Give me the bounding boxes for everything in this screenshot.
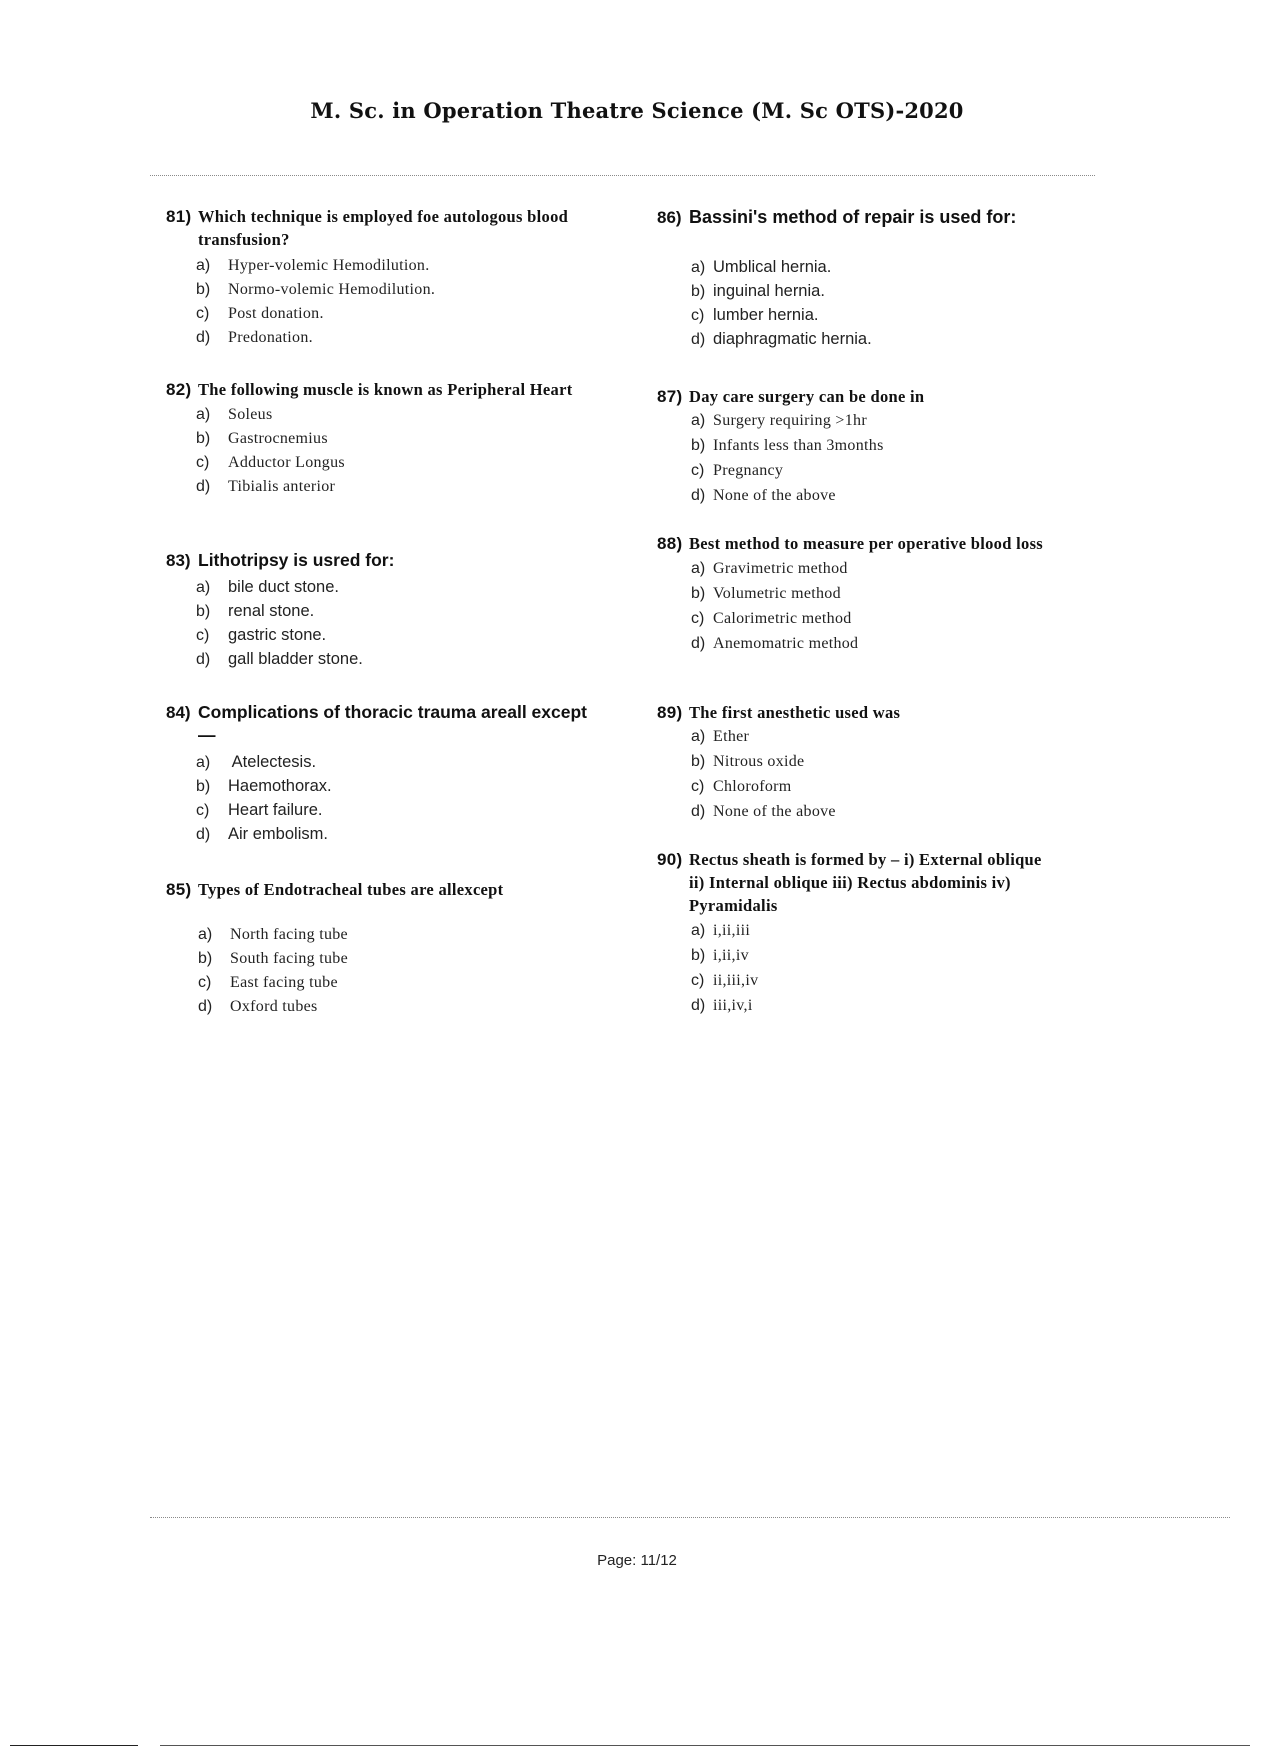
options-list bbox=[657, 255, 1097, 351]
option-c[interactable] bbox=[196, 798, 606, 822]
option-c[interactable] bbox=[196, 623, 606, 647]
option-c[interactable] bbox=[691, 775, 1097, 800]
option-text: Volumetric method bbox=[713, 585, 841, 602]
option-letter: a) bbox=[691, 412, 706, 429]
question-stem bbox=[657, 206, 1097, 229]
option-d[interactable] bbox=[691, 327, 1097, 351]
option-b[interactable] bbox=[691, 582, 1097, 607]
question-88 bbox=[657, 532, 1097, 656]
option-d[interactable] bbox=[196, 475, 606, 499]
scan-edge-line bbox=[160, 1745, 1250, 1746]
option-letter: b) bbox=[196, 778, 211, 795]
option-text: diaphragmatic hernia. bbox=[713, 330, 872, 348]
question-number: 90) bbox=[657, 850, 683, 869]
option-letter: c) bbox=[196, 454, 210, 471]
option-text: i,ii,iii bbox=[713, 922, 751, 939]
question-text: Rectus sheath is formed by – i) External oblique ii) Internal oblique iii) Rectus abdominis iv) Pyramidalis bbox=[689, 850, 1042, 915]
option-letter: d) bbox=[196, 478, 211, 495]
question-84 bbox=[166, 701, 606, 846]
question-81 bbox=[166, 205, 606, 350]
option-a[interactable] bbox=[691, 725, 1097, 750]
option-letter: b) bbox=[196, 603, 211, 620]
option-text: Anemomatric method bbox=[713, 635, 859, 652]
option-letter: a) bbox=[198, 926, 213, 943]
option-text: Ether bbox=[713, 728, 750, 745]
option-letter: b) bbox=[198, 950, 213, 967]
option-text: Soleus bbox=[228, 406, 273, 423]
option-letter: a) bbox=[691, 922, 706, 939]
header-divider bbox=[150, 175, 1095, 176]
question-stem bbox=[166, 701, 606, 747]
options-list bbox=[657, 725, 1097, 824]
option-letter: a) bbox=[196, 406, 211, 423]
option-c[interactable] bbox=[198, 971, 606, 995]
question-text: Lithotripsy is usred for: bbox=[198, 550, 395, 570]
question-number: 86) bbox=[657, 208, 682, 227]
option-text: Pregnancy bbox=[713, 462, 784, 479]
question-number: 87) bbox=[657, 387, 683, 406]
question-stem bbox=[166, 878, 606, 901]
option-text: Calorimetric method bbox=[713, 610, 852, 627]
option-a[interactable] bbox=[196, 403, 606, 427]
option-letter: a) bbox=[691, 560, 706, 577]
option-letter: c) bbox=[691, 972, 705, 989]
option-c[interactable] bbox=[196, 451, 606, 475]
question-85 bbox=[166, 878, 606, 1019]
option-text: North facing tube bbox=[230, 926, 348, 943]
option-a[interactable] bbox=[196, 254, 606, 278]
option-a[interactable] bbox=[198, 923, 606, 947]
option-letter: d) bbox=[691, 331, 706, 348]
options-list bbox=[166, 923, 606, 1019]
option-text: bile duct stone. bbox=[228, 578, 339, 596]
option-letter: a) bbox=[691, 259, 706, 276]
option-text: lumber hernia. bbox=[713, 306, 819, 324]
option-text: Haemothorax. bbox=[228, 777, 332, 795]
option-text: Tibialis anterior bbox=[228, 478, 336, 495]
question-90 bbox=[657, 848, 1097, 1018]
question-stem bbox=[657, 701, 1097, 724]
option-b[interactable] bbox=[691, 944, 1097, 969]
option-b[interactable] bbox=[196, 774, 606, 798]
option-letter: d) bbox=[198, 998, 213, 1015]
option-d[interactable] bbox=[691, 484, 1097, 508]
question-83 bbox=[166, 549, 606, 671]
options-list bbox=[657, 557, 1097, 656]
question-stem bbox=[657, 532, 1097, 555]
question-89 bbox=[657, 701, 1097, 824]
option-text: Atelectesis. bbox=[228, 753, 317, 771]
page-number: Page: 11/12 bbox=[597, 1552, 677, 1569]
question-82 bbox=[166, 378, 606, 499]
option-letter: d) bbox=[196, 651, 211, 668]
option-d[interactable] bbox=[196, 822, 606, 846]
question-number: 84) bbox=[166, 703, 191, 722]
option-text: Hyper-volemic Hemodilution. bbox=[228, 257, 430, 274]
question-text: The following muscle is known as Peripheral Heart bbox=[198, 380, 573, 399]
option-letter: c) bbox=[691, 610, 705, 627]
question-86 bbox=[657, 206, 1097, 351]
option-letter: b) bbox=[196, 281, 211, 298]
option-text: gall bladder stone. bbox=[228, 650, 363, 668]
option-text: Air embolism. bbox=[228, 825, 328, 843]
option-letter: b) bbox=[691, 947, 706, 964]
option-d[interactable] bbox=[196, 326, 606, 350]
option-text: gastric stone. bbox=[228, 626, 327, 644]
footer-divider bbox=[150, 1517, 1230, 1518]
option-text: East facing tube bbox=[230, 974, 338, 991]
option-text: Nitrous oxide bbox=[713, 753, 805, 770]
option-text: None of the above bbox=[713, 487, 836, 504]
option-letter: b) bbox=[691, 753, 706, 770]
option-d[interactable] bbox=[691, 632, 1097, 656]
question-text: Bassini's method of repair is used for: bbox=[689, 207, 1017, 227]
option-letter: c) bbox=[198, 974, 212, 991]
option-text: Post donation. bbox=[228, 305, 324, 322]
option-letter: c) bbox=[691, 462, 705, 479]
option-b[interactable] bbox=[691, 279, 1097, 303]
question-number: 89) bbox=[657, 703, 683, 722]
option-letter: d) bbox=[691, 635, 706, 652]
option-text: Surgery requiring >1hr bbox=[713, 412, 867, 429]
question-stem bbox=[166, 205, 606, 251]
option-a[interactable] bbox=[691, 255, 1097, 279]
option-a[interactable] bbox=[196, 750, 606, 774]
option-letter: d) bbox=[196, 826, 211, 843]
option-letter: d) bbox=[196, 329, 211, 346]
option-b[interactable] bbox=[196, 278, 606, 302]
option-text: Infants less than 3months bbox=[713, 437, 884, 454]
option-b[interactable] bbox=[196, 599, 606, 623]
option-c[interactable] bbox=[691, 969, 1097, 994]
option-text: Predonation. bbox=[228, 329, 313, 346]
option-a[interactable] bbox=[691, 919, 1097, 944]
option-b[interactable] bbox=[691, 750, 1097, 775]
option-letter: b) bbox=[691, 283, 706, 300]
question-number: 85) bbox=[166, 880, 192, 899]
option-c[interactable] bbox=[196, 302, 606, 326]
option-letter: a) bbox=[196, 257, 211, 274]
question-stem bbox=[166, 378, 606, 401]
options-list bbox=[166, 254, 606, 350]
option-text: Heart failure. bbox=[228, 801, 323, 819]
question-number: 81) bbox=[166, 207, 192, 226]
option-letter: c) bbox=[196, 802, 210, 819]
question-stem bbox=[657, 385, 1097, 408]
option-text: South facing tube bbox=[230, 950, 348, 967]
option-letter: a) bbox=[691, 728, 706, 745]
question-text: The first anesthetic used was bbox=[689, 703, 901, 722]
option-text: inguinal hernia. bbox=[713, 282, 825, 300]
option-letter: d) bbox=[691, 803, 706, 820]
options-list bbox=[166, 750, 606, 846]
option-text: Chloroform bbox=[713, 778, 792, 795]
option-letter: b) bbox=[691, 585, 706, 602]
option-c[interactable] bbox=[691, 459, 1097, 484]
option-letter: d) bbox=[691, 487, 706, 504]
option-letter: a) bbox=[196, 579, 211, 596]
option-letter: b) bbox=[196, 430, 211, 447]
option-d[interactable] bbox=[196, 647, 606, 671]
question-stem bbox=[657, 848, 1097, 917]
option-b[interactable] bbox=[198, 947, 606, 971]
options-list bbox=[657, 409, 1097, 508]
option-text: Adductor Longus bbox=[228, 454, 345, 471]
option-letter: c) bbox=[196, 305, 210, 322]
option-letter: a) bbox=[196, 754, 211, 771]
page-title: M. Sc. in Operation Theatre Science (M. Sc OTS)-2020 bbox=[310, 98, 964, 123]
scan-edge-line bbox=[10, 1745, 138, 1746]
option-text: iii,iv,i bbox=[713, 997, 753, 1014]
option-letter: c) bbox=[691, 778, 705, 795]
option-text: Normo-volemic Hemodilution. bbox=[228, 281, 436, 298]
option-b[interactable] bbox=[691, 434, 1097, 459]
option-letter: d) bbox=[691, 997, 706, 1014]
option-d[interactable] bbox=[691, 994, 1097, 1018]
option-text: Oxford tubes bbox=[230, 998, 318, 1015]
option-a[interactable] bbox=[691, 409, 1097, 434]
option-letter: c) bbox=[691, 307, 705, 324]
option-a[interactable] bbox=[196, 575, 606, 599]
option-c[interactable] bbox=[691, 303, 1097, 327]
option-text: ii,iii,iv bbox=[713, 972, 759, 989]
option-text: Gastrocnemius bbox=[228, 430, 328, 447]
question-number: 83) bbox=[166, 551, 191, 570]
options-list bbox=[166, 575, 606, 671]
option-text: None of the above bbox=[713, 803, 836, 820]
question-number: 82) bbox=[166, 380, 192, 399]
question-stem bbox=[166, 549, 606, 572]
option-c[interactable] bbox=[691, 607, 1097, 632]
question-text: Best method to measure per operative blood loss bbox=[689, 534, 1044, 553]
option-text: Umblical hernia. bbox=[713, 258, 832, 276]
option-letter: c) bbox=[196, 627, 210, 644]
option-text: Gravimetric method bbox=[713, 560, 848, 577]
option-letter: b) bbox=[691, 437, 706, 454]
question-text: Day care surgery can be done in bbox=[689, 387, 925, 406]
question-number: 88) bbox=[657, 534, 683, 553]
option-d[interactable] bbox=[198, 995, 606, 1019]
option-text: i,ii,iv bbox=[713, 947, 749, 964]
question-87 bbox=[657, 385, 1097, 508]
option-text: renal stone. bbox=[228, 602, 315, 620]
question-text: Types of Endotracheal tubes are allexcept bbox=[198, 880, 504, 899]
options-list bbox=[657, 919, 1097, 1018]
question-text: Which technique is employed foe autologous blood transfusion? bbox=[198, 207, 569, 249]
option-a[interactable] bbox=[691, 557, 1097, 582]
option-b[interactable] bbox=[196, 427, 606, 451]
option-d[interactable] bbox=[691, 800, 1097, 824]
question-text: Complications of thoracic trauma areall except— bbox=[198, 702, 588, 745]
options-list bbox=[166, 403, 606, 499]
